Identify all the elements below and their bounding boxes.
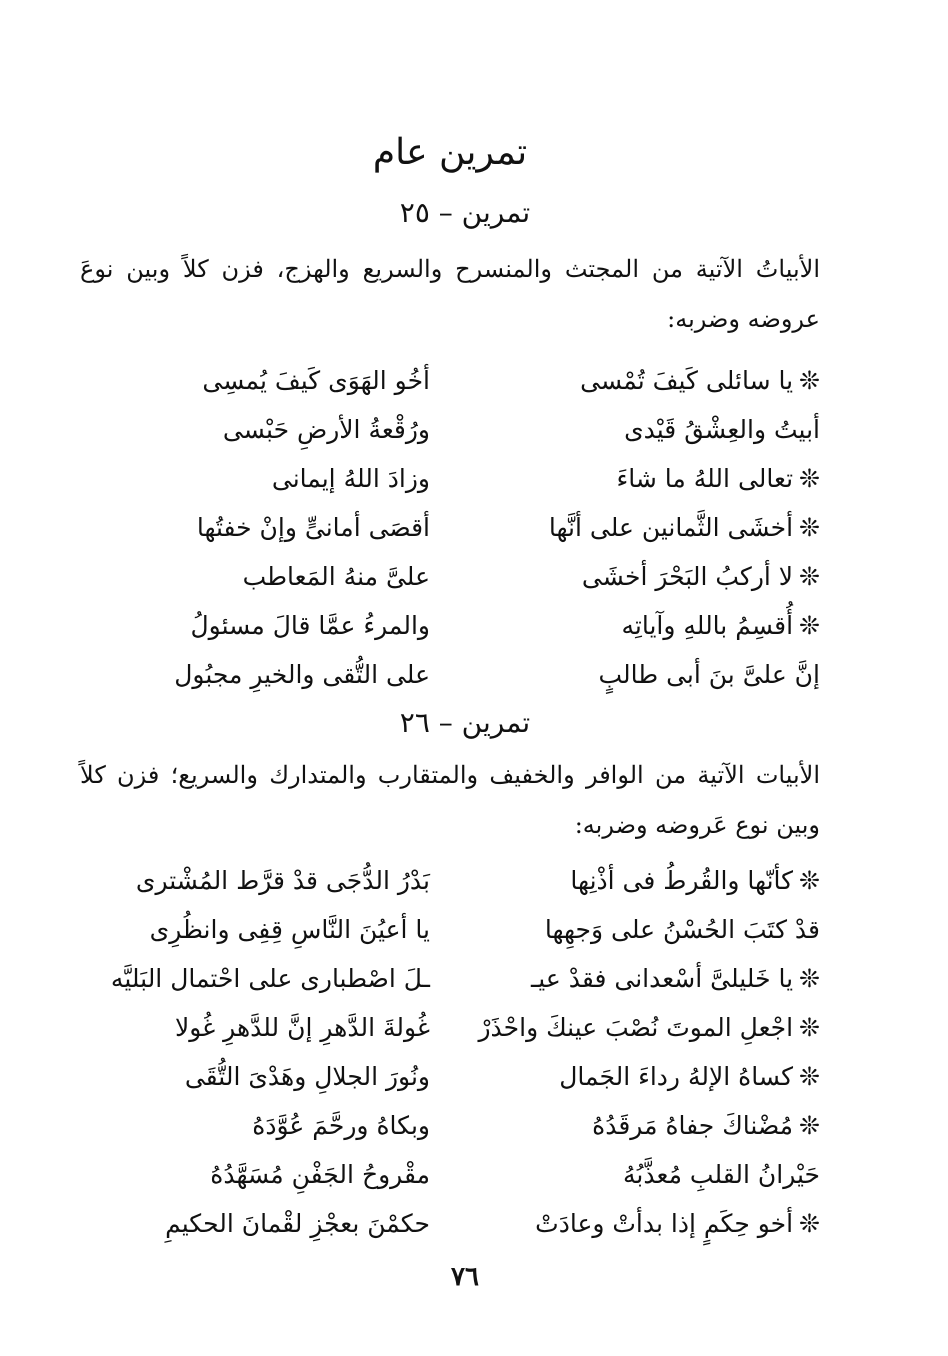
first-hemistich: [490, 513, 820, 542]
verse-line: [100, 650, 820, 699]
first-hemistich: [490, 915, 820, 944]
second-hemistich: حكمْنَ بعجْزِ لقْمانَ الحكيمِ: [165, 1209, 430, 1238]
second-hemistich: والمرءُ عمَّا قالَ مسئولُ: [190, 611, 430, 640]
first-hemistich: [490, 1209, 820, 1238]
star-marker-icon: ❊: [799, 366, 820, 395]
verse-line: [100, 856, 820, 905]
star-marker-icon: ❊: [799, 513, 820, 542]
star-marker-icon: ❊: [799, 964, 820, 993]
verse-line: [100, 1101, 820, 1150]
first-hemistich-text: لا أركبُ البَحْرَ أخشَى: [581, 562, 794, 591]
star-marker-icon: ❊: [799, 562, 820, 591]
second-hemistich: وزادَ اللهُ إيمانى: [271, 464, 430, 493]
star-marker-icon: ❊: [799, 1111, 820, 1140]
first-hemistich: [490, 611, 820, 640]
first-hemistich: [490, 366, 820, 395]
star-marker-icon: ❊: [799, 464, 820, 493]
verse-line: [100, 1199, 820, 1248]
first-hemistich-text: قدْ كتَبَ الحُسْنُ على وَجهِها: [544, 915, 820, 944]
second-hemistich: علىَّ منهُ المَعاطب: [242, 562, 430, 591]
first-hemistich-text: يا سائلى كَيفَ تُمْسى: [580, 366, 794, 395]
second-hemistich: أخُو الهَوَى كَيفَ يُمسِى: [202, 366, 430, 395]
first-hemistich-text: إنَّ علىَّ بنَ أبى طالبٍ: [598, 660, 820, 689]
exercise-25-heading: تمرين – ٢٥: [399, 196, 531, 229]
verse-line: [100, 552, 820, 601]
verse-line: [100, 1003, 820, 1052]
first-hemistich: [490, 866, 820, 895]
star-marker-icon: ❊: [799, 1209, 820, 1238]
first-hemistich-text: أبيتُ والعِشْقُ قَيْدى: [624, 415, 820, 444]
exercise-25-instruction: الأبياتُ الآتية من المجتث والمنسرح والسريع والهزج، فزن كلاً وبين نوعَ عروضه وضربه:: [80, 255, 820, 333]
verse-line: [100, 356, 820, 405]
first-hemistich-text: اجْعلِ الموتَ نُصْبَ عينكَ واحْذَرْ: [478, 1013, 794, 1042]
exercise-26-verses: [100, 856, 820, 1248]
verse-line: [100, 1052, 820, 1101]
verse-line: [100, 1150, 820, 1199]
second-hemistich: ونُورَ الجلالِ وهَدْىَ التُّقَى: [184, 1062, 430, 1091]
star-marker-icon: ❊: [799, 1013, 820, 1042]
first-hemistich: [490, 562, 820, 591]
first-hemistich: [490, 1160, 820, 1189]
first-hemistich-text: أخو حِكَمٍ إذا بدأتْ وعادَتْ: [535, 1209, 794, 1238]
first-hemistich: [490, 1062, 820, 1091]
second-hemistich: ـلَ اصْطبارى على احْتمال البَليَّه: [110, 964, 430, 993]
first-hemistich: [490, 415, 820, 444]
first-hemistich: [478, 1013, 820, 1042]
exercise-26-heading: تمرين – ٢٦: [399, 706, 531, 739]
first-hemistich-text: كساهُ الإلهُ رداءَ الجَمال: [559, 1062, 794, 1091]
page-number: ٧٦: [451, 1262, 479, 1292]
star-marker-icon: ❊: [799, 611, 820, 640]
first-hemistich-text: يا خَليلىَّ أسْعدانى فقدْ عيـ: [530, 964, 794, 993]
verse-line: [100, 954, 820, 1003]
star-marker-icon: ❊: [799, 1062, 820, 1091]
second-hemistich: على التُّقى والخيرِ مجبُول: [174, 660, 430, 689]
second-hemistich: يا أعيُنَ النَّاسِ قِفِى وانظُرِى: [149, 915, 430, 944]
verse-line: [100, 601, 820, 650]
first-hemistich: [490, 964, 820, 993]
verse-line: [100, 503, 820, 552]
first-hemistich: [490, 660, 820, 689]
verse-line: [100, 905, 820, 954]
first-hemistich: [490, 464, 820, 493]
first-hemistich-text: حَيْرانُ القلبِ مُعذَّبُهُ: [623, 1160, 820, 1189]
second-hemistich: غُولةَ الدَّهرِ إنَّ للدَّهرِ غُولا: [174, 1013, 430, 1042]
second-hemistich: مقْروحُ الجَفْنِ مُسَهَّدُهُ: [210, 1160, 430, 1189]
second-hemistich: أقصَى أمانىٍّ وإنْ خفتُها: [196, 513, 430, 542]
second-hemistich: بَدْرُ الدُّجَى قدْ قرَّط المُشْترى: [135, 866, 430, 895]
second-hemistich: وبكاهُ ورحَّمَ عُوَّدَهُ: [252, 1111, 430, 1140]
exercise-25-verses: [100, 356, 820, 699]
exercise-26-instruction: الأبيات الآتية من الوافر والخفيف والمتقارب والمتدارك والسريع؛ فزن كلاً وبين نوع عَروضه وضربه:: [80, 761, 821, 839]
first-hemistich-text: كأنّها والقُرطُ فى أذْنِها: [570, 866, 794, 895]
first-hemistich-text: أخشَى الثَّمانين على أنَّها: [548, 513, 794, 542]
page-title: تمرين عام: [372, 132, 528, 173]
second-hemistich: ورُقْعةُ الأرضِ حَبْسى: [222, 415, 430, 444]
verse-line: [100, 454, 820, 503]
first-hemistich-text: أُقسِمُ باللهِ وآياتِه: [621, 611, 794, 640]
verse-line: [100, 405, 820, 454]
star-marker-icon: ❊: [799, 866, 820, 895]
first-hemistich-text: مُضْناكَ جفاهُ مَرقَدُهُ: [592, 1111, 794, 1140]
first-hemistich-text: تعالى اللهُ ما شاءَ: [616, 464, 794, 493]
first-hemistich: [490, 1111, 820, 1140]
